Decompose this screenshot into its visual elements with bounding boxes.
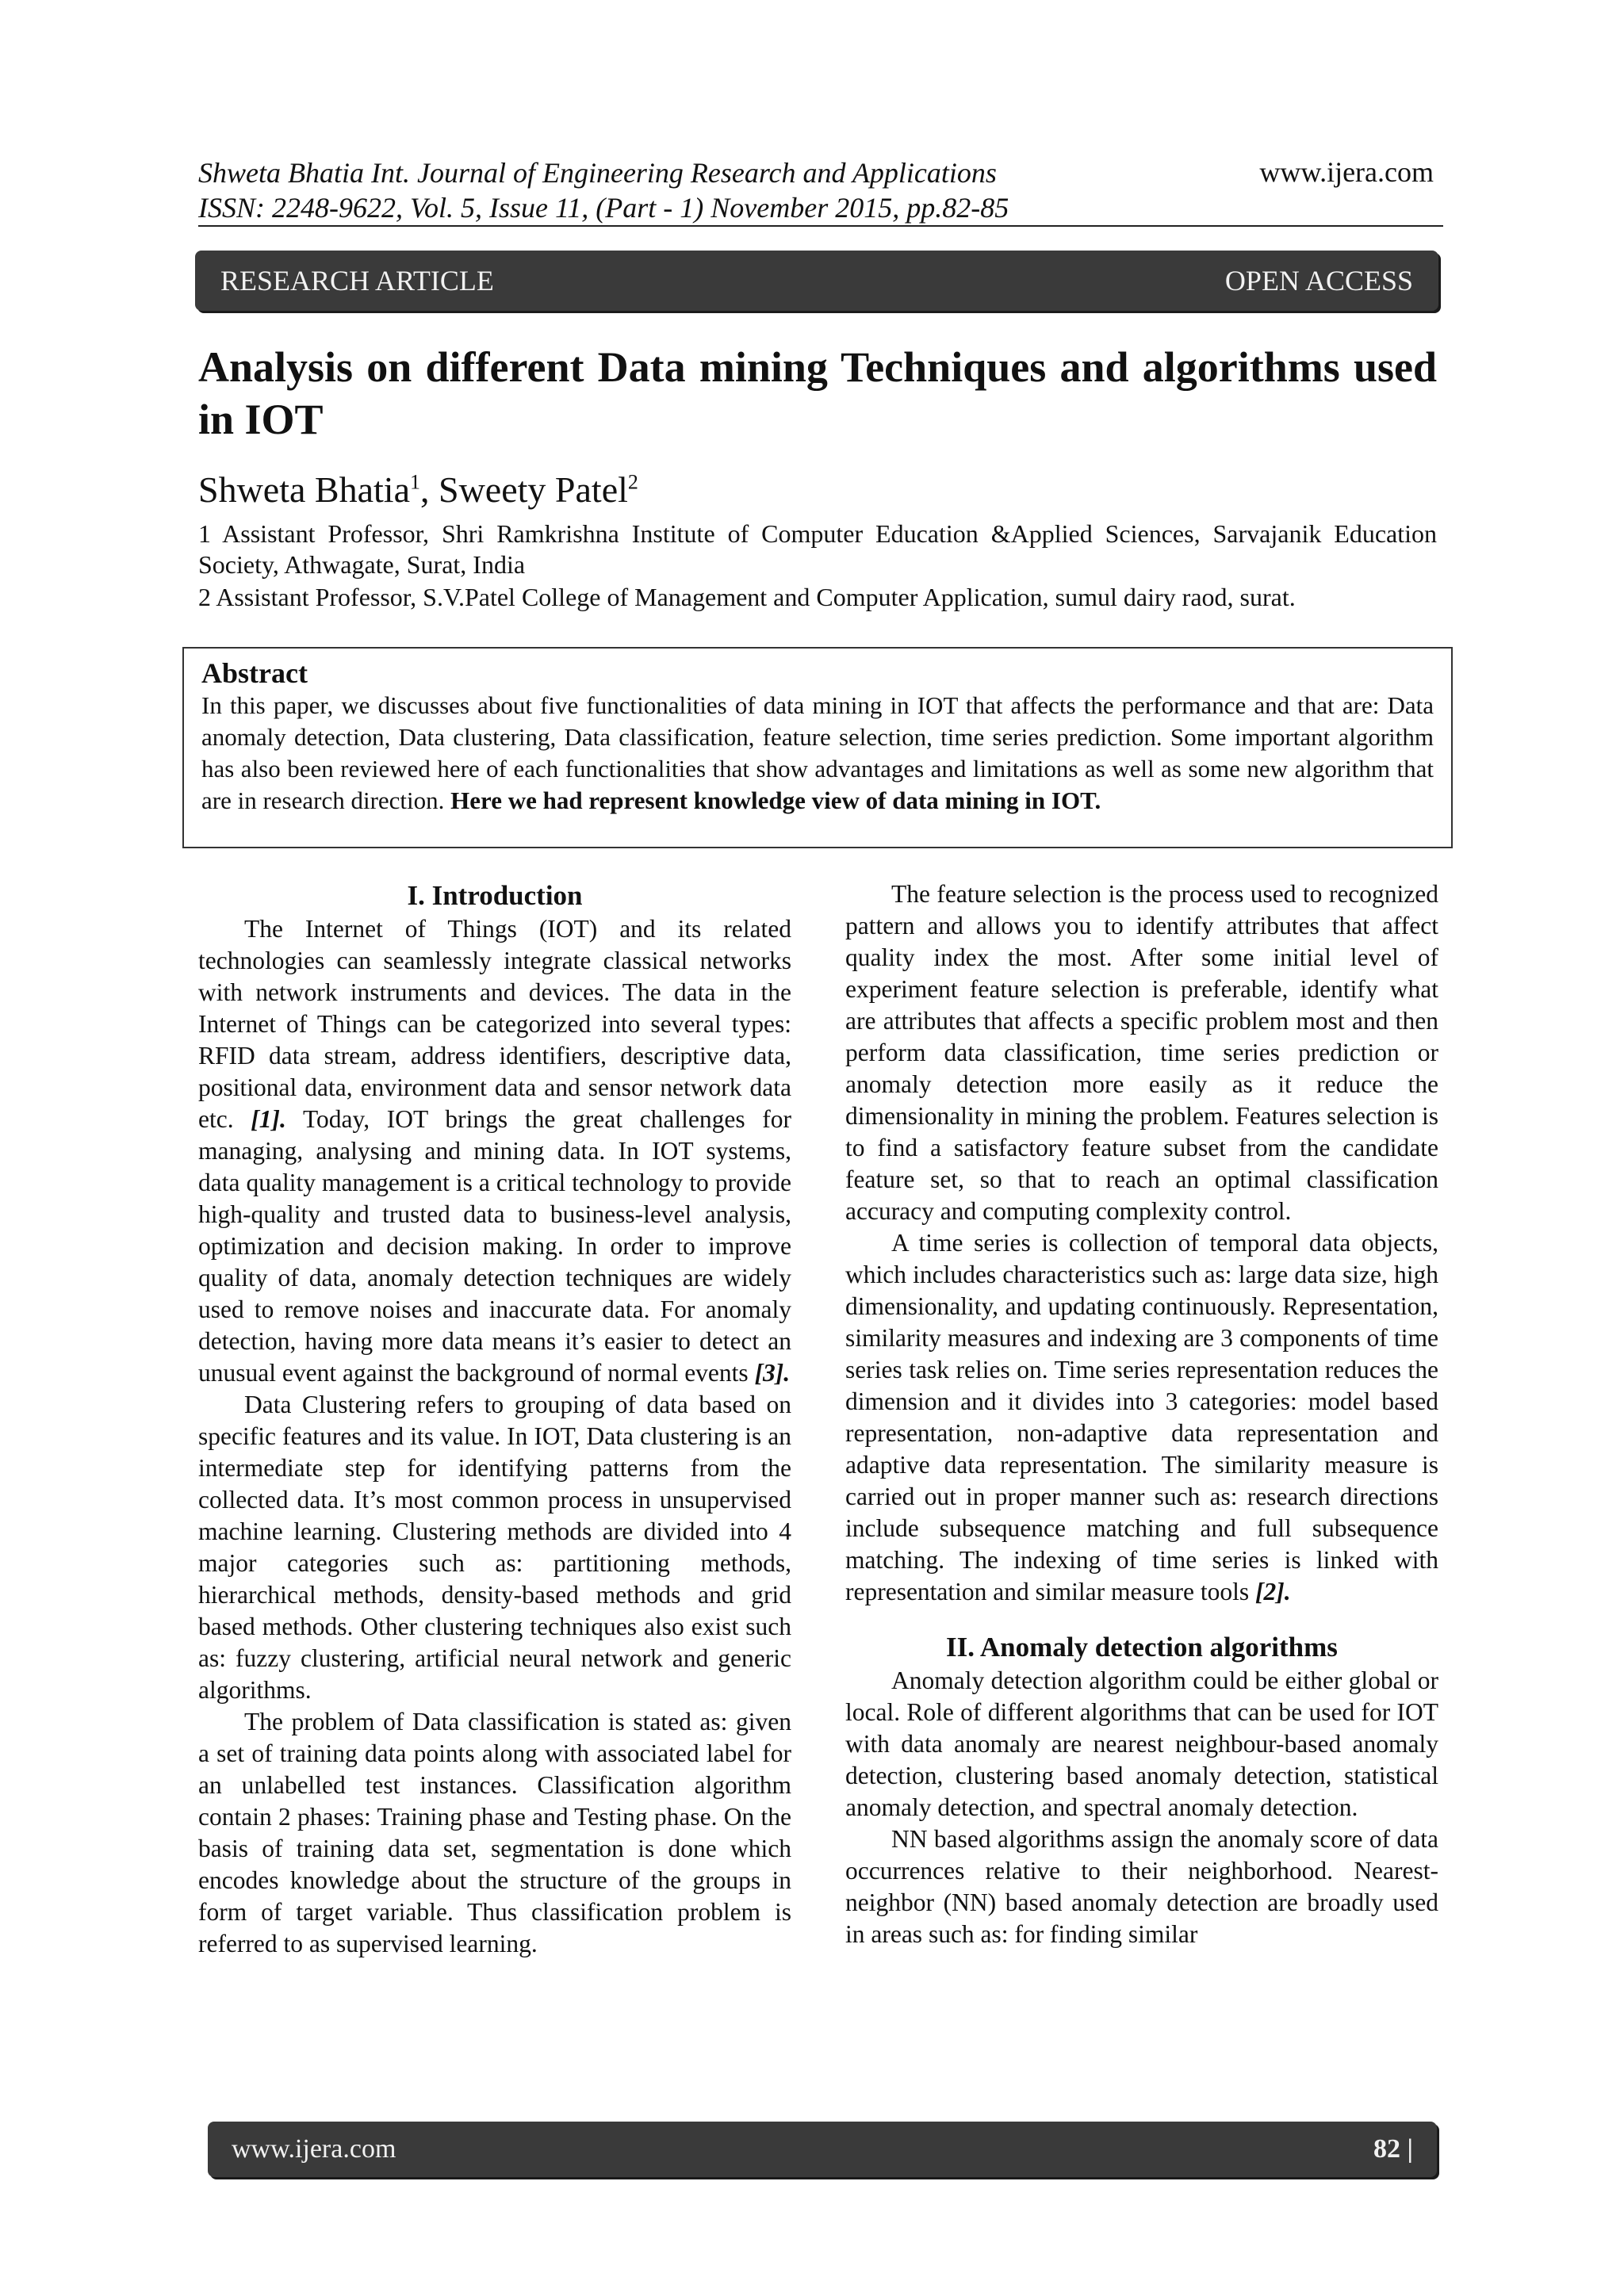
body-paragraph: The problem of Data classification is stated as: given a set of training data points along with associated label for an unlabelled test instances. Classification algorithm contain 2 phases: Training phase and Testing phase. On the basis of training data set, segmentation is done which encodes knowledge about the structure of the groups in form of target variable. Thus classification problem is referred to as supervised learning. bbox=[198, 1708, 791, 1957]
author-affiliation-marker: 1 bbox=[410, 470, 420, 494]
page-footer bbox=[208, 2122, 1437, 2177]
body-paragraph bbox=[845, 1227, 1438, 1608]
citation-ref: [2]. bbox=[1254, 1578, 1291, 1605]
header-journal-line1: Shweta Bhatia Int. Journal of Engineering Research and Applications bbox=[198, 157, 997, 189]
section-heading-introduction: I. Introduction bbox=[407, 880, 583, 911]
author-name: Shweta Bhatia bbox=[198, 469, 410, 510]
section-heading-anomaly-detection: II. Anomaly detection algorithms bbox=[946, 1632, 1338, 1663]
running-header-journal bbox=[198, 155, 1009, 225]
footer-website: www.ijera.com bbox=[232, 2134, 396, 2164]
body-paragraph bbox=[198, 913, 791, 1389]
body-paragraph: Data Clustering refers to grouping of data based on specific features and its value. In IOT, Data clustering is an intermediate step for identifying patterns from the collected data. It’s most common process in unsupervised machine learning. Clustering methods are divided into 4 major categories such as: partitioning methods, hierarchical methods, density-based methods and grid based methods. Other clustering techniques also exist such as: fuzzy clustering, artificial neural network and generic algorithms. bbox=[198, 1391, 791, 1704]
author-name: Sweety Patel bbox=[439, 469, 628, 510]
abstract-box bbox=[182, 647, 1453, 848]
header-journal-line2: ISSN: 2248-9622, Vol. 5, Issue 11, (Part - 1) November 2015, pp.82-85 bbox=[198, 192, 1009, 224]
body-paragraph: NN based algorithms assign the anomaly score of data occurrences relative to their neighborhood. Nearest-neighbor (NN) based anomaly detection are broadly used in areas such as: for finding similar bbox=[845, 1825, 1438, 1948]
affiliation-2: 2 Assistant Professor, S.V.Patel College of Management and Computer Application, sumul dairy raod, surat. bbox=[198, 583, 1296, 611]
banner-research-article: RESEARCH ARTICLE bbox=[220, 265, 494, 297]
banner-open-access: OPEN ACCESS bbox=[1224, 265, 1413, 297]
author-list bbox=[198, 466, 638, 514]
abstract-heading: Abstract bbox=[201, 657, 308, 689]
abstract-body bbox=[201, 690, 1434, 817]
author-affiliation-marker: 2 bbox=[627, 470, 638, 494]
paper-title: Analysis on different Data mining Techniques and algorithms used in IOT bbox=[198, 343, 1437, 443]
paragraph-text: Today, IOT brings the great challenges for managing, analysing and mining data. In IOT systems, data quality management is a critical technology to provide high-quality and trusted data to business-level analysis, optimization and decision making. In order to improve quality of data, anomaly detection techniques are widely used to remove noises and inaccurate data. For anomaly detection, having more data means it’s easier to detect an unusual event against the background of normal events bbox=[198, 1105, 791, 1387]
affiliation-1: 1 Assistant Professor, Shri Ramkrishna Institute of Computer Education &Applied Sciences, Sarvajanik Education Society, Athwagate, Surat, India bbox=[198, 519, 1437, 579]
author-separator: , bbox=[420, 469, 439, 510]
paragraph-text: A time series is collection of temporal data objects, which includes characteristics such as: large data size, high dimensionality, and updating continuously. Representation, similarity measures and indexing are 3 components of time series task relies on. Time series representation reduces the dimension and it divides into 3 categories: model based representation, non-adaptive data representation and adaptive data representation. The similarity measure is carried out in proper manner such as: research directions include subsequence matching and full subsequence matching. The indexing of time series is linked with representation and similar measure tools bbox=[845, 1229, 1438, 1605]
body-paragraph: Anomaly detection algorithm could be either global or local. Role of different algorithms that can be used for IOT with data anomaly are nearest neighbour-based anomaly detection, clustering based anomaly detection, statistical anomaly detection, and spectral anomaly detection. bbox=[845, 1667, 1438, 1821]
page-number: 82 | bbox=[1373, 2134, 1413, 2164]
abstract-text: In this paper, we discusses about five functionalities of data mining in IOT that affects the performance and that are: Data anomaly detection, Data clustering, Data classification, feature selection, time series prediction. Some important algorithm has also been reviewed here of each functionalities that show advantages and limitations as well as some new algorithm that are in research direction. bbox=[201, 691, 1434, 814]
left-column bbox=[198, 878, 791, 1960]
citation-ref: [1]. bbox=[251, 1105, 286, 1133]
abstract-bold-text: Here we had represent knowledge view of data mining in IOT. bbox=[450, 786, 1101, 814]
header-divider bbox=[198, 225, 1443, 227]
citation-ref: [3]. bbox=[754, 1359, 791, 1387]
right-column bbox=[845, 878, 1438, 1950]
paragraph-text: The Internet of Things (IOT) and its related technologies can seamlessly integrate classical networks with network instruments and devices. The data in the Internet of Things can be categorized into several types: RFID data stream, address identifiers, descriptive data, positional data, environment data and sensor network data etc. bbox=[198, 915, 791, 1133]
body-paragraph: The feature selection is the process used to recognized pattern and allows you to identify attributes that affect quality index the most. After some initial level of experiment feature selection is preferable, identify what are attributes that affects a specific problem most and then perform data classification, time series prediction or anomaly detection more easily as it reduce the dimensionality in mining the problem. Features selection is to find a satisfactory feature subset from the candidate feature set, so that to reach an optimal classification accuracy and computing complexity control. bbox=[845, 880, 1438, 1225]
header-website: www.ijera.com bbox=[1259, 156, 1434, 188]
article-type-banner bbox=[195, 251, 1438, 311]
